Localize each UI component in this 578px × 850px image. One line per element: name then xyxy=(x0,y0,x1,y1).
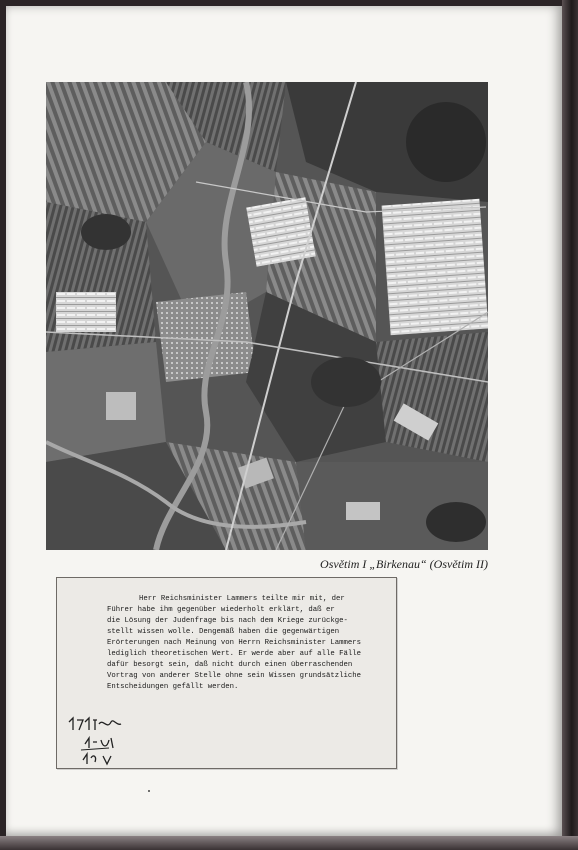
typed-line: Vortrag von anderer Stelle ohne sein Wissen grundsätzliche xyxy=(107,672,361,680)
book-bottom-edge xyxy=(0,836,578,850)
typed-line: Herr Reichsminister Lammers teilte mir mit, der xyxy=(139,595,345,603)
typed-line: Erörterungen nach Meinung von Herrn Reichsminister Lammers xyxy=(107,639,361,647)
typed-line: Führer habe ihm gegenüber wiederholt erklärt, daß er xyxy=(107,606,335,614)
page-speck xyxy=(148,790,150,792)
typed-line: stellt wissen wolle. Dengemäß haben die gegenwärtigen xyxy=(107,628,340,636)
typed-document-reproduction xyxy=(56,577,397,769)
handwritten-note xyxy=(63,712,133,772)
aerial-photo-image xyxy=(46,82,488,550)
typed-text-block xyxy=(107,594,387,693)
typed-line: Entscheidungen gefällt werden. xyxy=(107,683,239,691)
book-page xyxy=(6,6,562,836)
typed-line: dafür besorgt sein, daß nicht durch einen überraschenden xyxy=(107,661,353,669)
typed-line: lediglich theoretischen Wert. Er werde aber auf alle Fälle xyxy=(107,650,361,658)
book-spine-edge xyxy=(562,0,578,850)
aerial-photograph xyxy=(46,82,488,550)
photo-caption: Osvětim I „Birkenau“ (Osvětim II) xyxy=(320,557,488,571)
typed-line: die Lösung der Judenfrage bis nach dem Kriege zurückge- xyxy=(107,617,348,625)
